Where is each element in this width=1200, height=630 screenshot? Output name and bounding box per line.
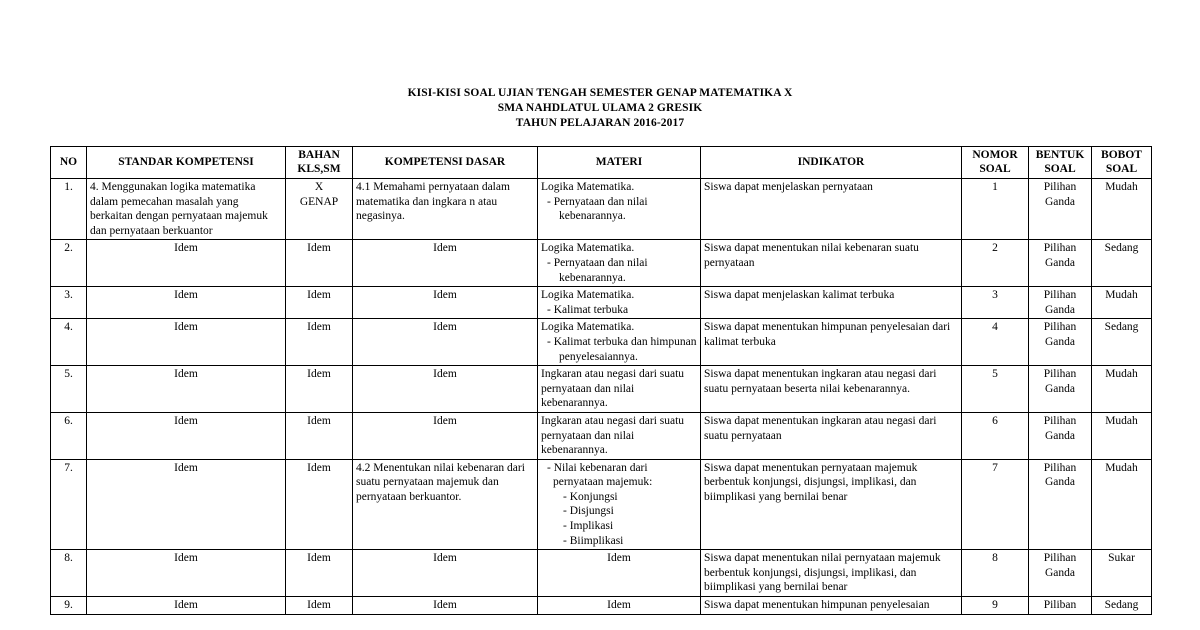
cell-bobot-soal: Sukar xyxy=(1092,550,1152,597)
cell-no: 2. xyxy=(51,240,87,287)
cell-bahan: Idem xyxy=(286,287,353,319)
cell-bobot-soal: Mudah xyxy=(1092,287,1152,319)
cell-standar-kompetensi: Idem xyxy=(87,597,286,615)
cell-bentuk-soal: Pilihan Ganda xyxy=(1029,287,1092,319)
header-row xyxy=(51,147,1152,179)
cell-bentuk-soal: Pilihan Ganda xyxy=(1029,550,1092,597)
cell-bobot-soal: Sedang xyxy=(1092,597,1152,615)
cell-bobot-soal: Mudah xyxy=(1092,412,1152,459)
cell-nomor-soal: 4 xyxy=(962,319,1029,366)
cell-bobot-soal: Sedang xyxy=(1092,240,1152,287)
cell-nomor-soal: 6 xyxy=(962,412,1029,459)
cell-indikator: Siswa dapat menentukan nilai kebenaran suatu pernyataan xyxy=(701,240,962,287)
cell-standar-kompetensi: Idem xyxy=(87,550,286,597)
cell-nomor-soal: 1 xyxy=(962,179,1029,240)
cell-bobot-soal: Mudah xyxy=(1092,459,1152,550)
cell-materi: Logika Matematika. - Pernyataan dan nilai kebenarannya. xyxy=(538,179,701,240)
header-kompetensi-dasar: KOMPETENSI DASAR xyxy=(353,147,538,179)
cell-no: 4. xyxy=(51,319,87,366)
cell-bahan: Idem xyxy=(286,412,353,459)
cell-kompetensi-dasar: 4.2 Menentukan nilai kebenaran dari suatu pernyataan majemuk dan pernyataan berkuantor. xyxy=(353,459,538,550)
cell-kompetensi-dasar: Idem xyxy=(353,412,538,459)
cell-no: 7. xyxy=(51,459,87,550)
header-standar-kompetensi: STANDAR KOMPETENSI xyxy=(87,147,286,179)
cell-indikator: Siswa dapat menentukan pernyataan majemuk berbentuk konjungsi, disjungsi, implikasi, dan biimplikasi yang bernilai benar xyxy=(701,459,962,550)
cell-bahan: Idem xyxy=(286,319,353,366)
cell-indikator: Siswa dapat menjelaskan kalimat terbuka xyxy=(701,287,962,319)
cell-bentuk-soal: Pilihan Ganda xyxy=(1029,366,1092,413)
cell-indikator: Siswa dapat menentukan nilai pernyataan majemuk berbentuk konjungsi, disjungsi, implikasi, dan biimplikasi yang bernilai benar xyxy=(701,550,962,597)
header-bobot-soal: BOBOT SOAL xyxy=(1092,147,1152,179)
cell-no: 5. xyxy=(51,366,87,413)
cell-bobot-soal: Mudah xyxy=(1092,366,1152,413)
title-line-3: TAHUN PELAJARAN 2016-2017 xyxy=(515,117,685,129)
table-row xyxy=(51,366,1152,413)
cell-no: 6. xyxy=(51,412,87,459)
table-row xyxy=(51,240,1152,287)
cell-bahan: Idem xyxy=(286,597,353,615)
title-line-1: KISI-KISI SOAL UJIAN TENGAH SEMESTER GENAP MATEMATIKA X xyxy=(407,87,793,99)
header-no: NO xyxy=(51,147,87,179)
table-row xyxy=(51,179,1152,240)
cell-kompetensi-dasar: Idem xyxy=(353,366,538,413)
cell-materi: Logika Matematika. - Pernyataan dan nilai kebenarannya. xyxy=(538,240,701,287)
cell-nomor-soal: 3 xyxy=(962,287,1029,319)
cell-materi: Idem xyxy=(538,550,701,597)
cell-indikator: Siswa dapat menentukan ingkaran atau negasi dari suatu pernyataan beserta nilai kebenarannya. xyxy=(701,366,962,413)
cell-bahan: Idem xyxy=(286,240,353,287)
kisi-kisi-table xyxy=(50,146,1152,615)
cell-kompetensi-dasar: 4.1 Memahami pernyataan dalam matematika dan ingkara n atau negasinya. xyxy=(353,179,538,240)
cell-no: 3. xyxy=(51,287,87,319)
cell-materi: - Nilai kebenaran dari pernyataan majemuk: - Konjungsi - Disjungsi - Implikasi - Biimplikasi xyxy=(538,459,701,550)
table-row xyxy=(51,287,1152,319)
cell-bentuk-soal: Pilihan Ganda xyxy=(1029,459,1092,550)
cell-nomor-soal: 2 xyxy=(962,240,1029,287)
table-row xyxy=(51,412,1152,459)
cell-materi: Logika Matematika. - Kalimat terbuka dan himpunan penyelesaiannya. xyxy=(538,319,701,366)
cell-bentuk-soal: Pilihan Ganda xyxy=(1029,240,1092,287)
cell-kompetensi-dasar: Idem xyxy=(353,597,538,615)
header-bentuk-soal: BENTUK SOAL xyxy=(1029,147,1092,179)
cell-nomor-soal: 7 xyxy=(962,459,1029,550)
cell-kompetensi-dasar: Idem xyxy=(353,240,538,287)
cell-materi: Idem xyxy=(538,597,701,615)
cell-indikator: Siswa dapat menjelaskan pernyataan xyxy=(701,179,962,240)
cell-no: 1. xyxy=(51,179,87,240)
cell-nomor-soal: 5 xyxy=(962,366,1029,413)
header-materi: MATERI xyxy=(538,147,701,179)
cell-bobot-soal: Sedang xyxy=(1092,319,1152,366)
header-indikator: INDIKATOR xyxy=(701,147,962,179)
cell-kompetensi-dasar: Idem xyxy=(353,287,538,319)
table-row xyxy=(51,319,1152,366)
cell-standar-kompetensi: Idem xyxy=(87,287,286,319)
cell-bahan: X GENAP xyxy=(286,179,353,240)
cell-no: 9. xyxy=(51,597,87,615)
cell-standar-kompetensi: Idem xyxy=(87,459,286,550)
cell-standar-kompetensi: Idem xyxy=(87,366,286,413)
cell-no: 8. xyxy=(51,550,87,597)
cell-nomor-soal: 9 xyxy=(962,597,1029,615)
cell-bahan: Idem xyxy=(286,550,353,597)
cell-bahan: Idem xyxy=(286,366,353,413)
cell-standar-kompetensi: Idem xyxy=(87,412,286,459)
cell-bentuk-soal: Pilihan Ganda xyxy=(1029,179,1092,240)
cell-bentuk-soal: Pilihan Ganda xyxy=(1029,412,1092,459)
cell-indikator: Siswa dapat menentukan himpunan penyelesaian dari kalimat terbuka xyxy=(701,319,962,366)
cell-standar-kompetensi: Idem xyxy=(87,319,286,366)
cell-standar-kompetensi: Idem xyxy=(87,240,286,287)
cell-bahan: Idem xyxy=(286,459,353,550)
cell-materi: Ingkaran atau negasi dari suatu pernyataan dan nilai kebenarannya. xyxy=(538,366,701,413)
document-title-block xyxy=(0,86,1200,131)
cell-kompetensi-dasar: Idem xyxy=(353,319,538,366)
header-bahan: BAHAN KLS,SM xyxy=(286,147,353,179)
cell-bobot-soal: Mudah xyxy=(1092,179,1152,240)
cell-materi: Ingkaran atau negasi dari suatu pernyataan dan nilai kebenarannya. xyxy=(538,412,701,459)
cell-bentuk-soal: Pilihan Ganda xyxy=(1029,319,1092,366)
cell-nomor-soal: 8 xyxy=(962,550,1029,597)
cell-indikator: Siswa dapat menentukan himpunan penyelesaian xyxy=(701,597,962,615)
cell-standar-kompetensi: 4. Menggunakan logika matematika dalam pemecahan masalah yang berkaitan dengan pernyataan majemuk dan pernyataan berkuantor xyxy=(87,179,286,240)
table-row xyxy=(51,459,1152,550)
table-row xyxy=(51,550,1152,597)
cell-bentuk-soal: Piliban xyxy=(1029,597,1092,615)
cell-kompetensi-dasar: Idem xyxy=(353,550,538,597)
cell-materi: Logika Matematika. - Kalimat terbuka xyxy=(538,287,701,319)
header-nomor-soal: NOMOR SOAL xyxy=(962,147,1029,179)
table-row xyxy=(51,597,1152,615)
cell-indikator: Siswa dapat menentukan ingkaran atau negasi dari suatu pernyataan xyxy=(701,412,962,459)
title-line-2: SMA NAHDLATUL ULAMA 2 GRESIK xyxy=(497,102,703,114)
